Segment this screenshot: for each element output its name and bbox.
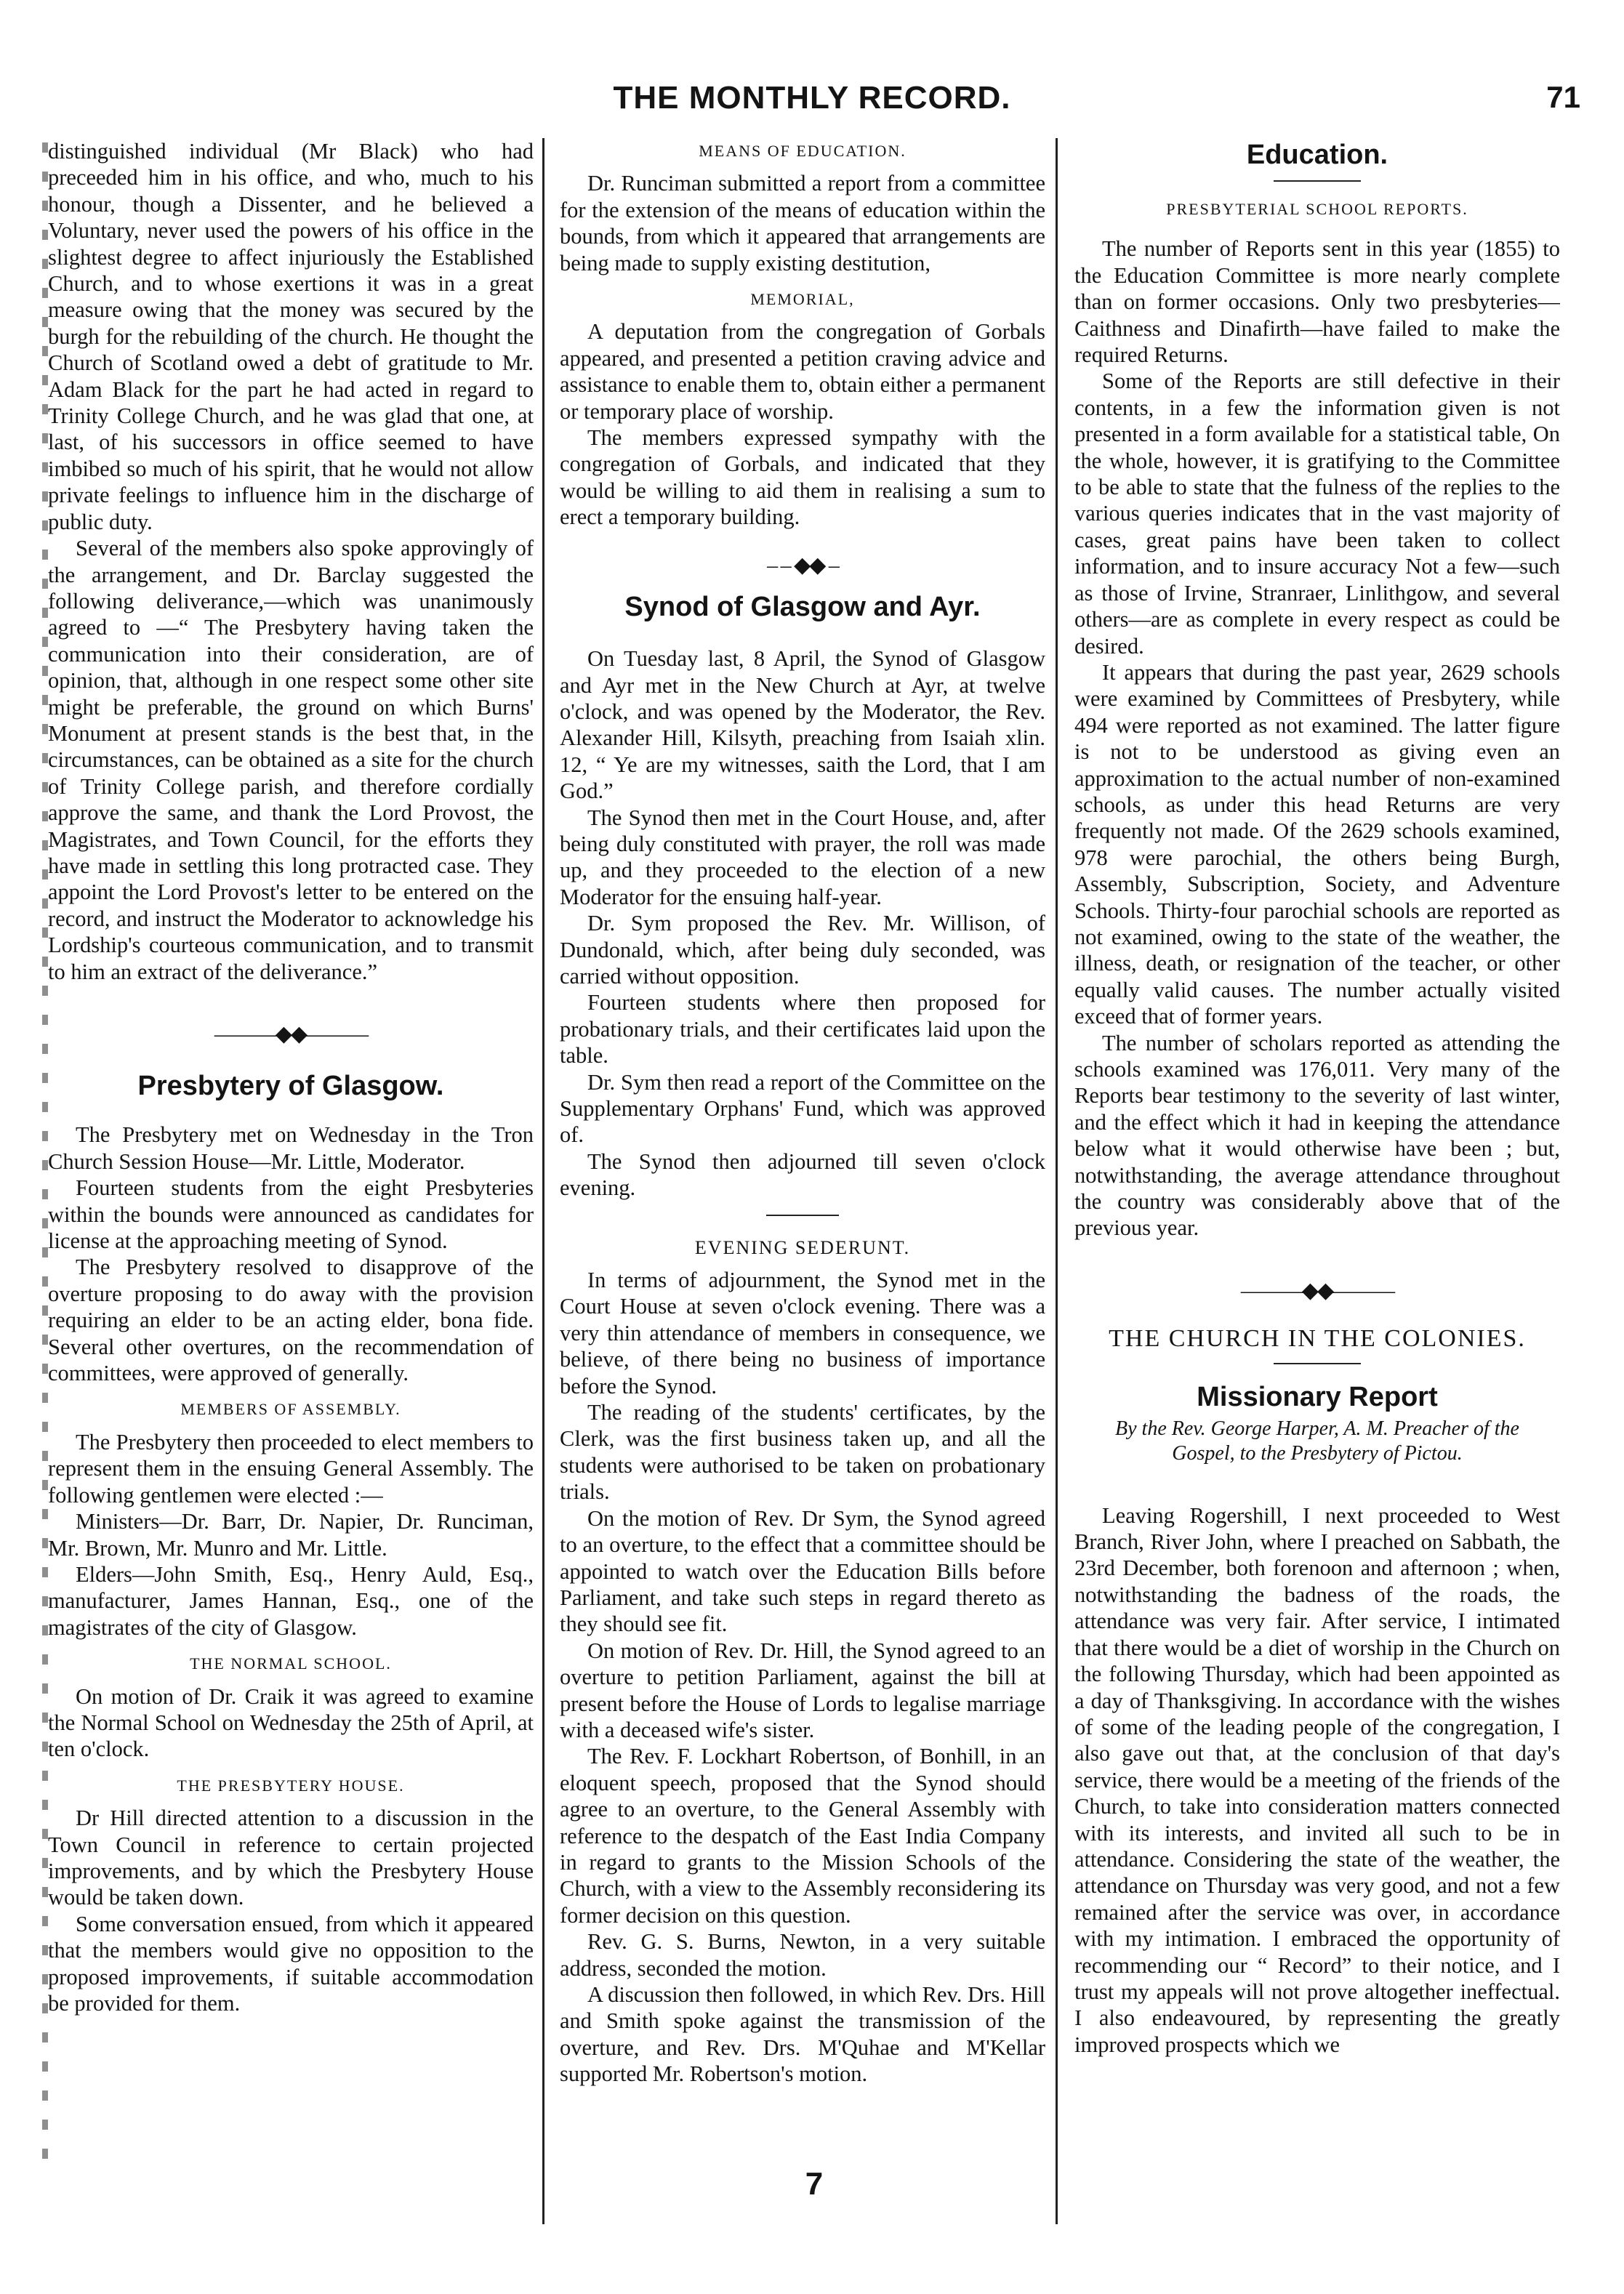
paragraph: In terms of adjournment, the Synod met in the Court House at seven o'clock evening. There was a very thin attendance of members in consequence, we believe, of there being no business of importance before the Synod. — [560, 1268, 1045, 1398]
paragraph: On the motion of Rev. Dr Sym, the Synod agreed to an overture, to the effect that a committee should be appointed to watch over the Education Bills before Parliament, and take such steps in regard thereto as they should see fit. — [560, 1505, 1045, 1637]
page-number: 71 — [1546, 80, 1580, 114]
paragraph: Fourteen students where then proposed for probationary trials, and their certificates laid upon the table. — [560, 990, 1045, 1068]
paragraph: On motion of Rev. Dr. Hill, the Synod agreed to an overture to petition Parliament, against the bill at present before the House of Lords to legalise marriage with a deceased wife's sister. — [560, 1638, 1045, 1742]
heading-education: Education. — [1246, 140, 1388, 170]
binding-edge-shadow — [42, 142, 48, 2170]
paragraph: distinguished individual (Mr Black) who had preceeded him in his office, and who, much to his honour, though a Dissenter, and he believed a Voluntary, never used the powers of his office in the slightest degree to affect injuriously the Established Church, and to whose exertions it was in a great measure owing that the money was secured by the burgh for the rebuilding of the church. He thought the Church of Scotland owed a debt of gratitude to Mr. Adam Black for the part he had acted in regard to Trinity College Church, and he was glad that one, at last, of his successors in office seemed to have imbibed so much of his spirit, that he would not allow private feelings to influence him in the discharge of public duty. — [48, 139, 534, 534]
short-rule — [1274, 1363, 1361, 1364]
paragraph: Rev. G. S. Burns, Newton, in a very suitable address, seconded the motion. — [560, 1929, 1045, 1981]
short-rule — [1274, 180, 1361, 182]
journal-title: THE MONTHLY RECORD. — [613, 80, 1011, 116]
paragraph: It appears that during the past year, 2629 schools were examined by Committees of Presbytery, while 494 were reported as not examined. The latter figure is not to be understood as giving even an approximation to the actual number of non-examined schools, as under this head Returns are very frequently not made. Of the 2629 schools examined, 978 were parochial, the others being Burgh, Assembly, Subscription, Society, and Adventure Schools. Thirty-four parochial schools are reported as not examined, owing to the state of the weather, the illness, death, or resignation of the teacher, or other equally valid causes. The number actually visited exceed that of former years. — [1074, 659, 1560, 1029]
page-header — [44, 80, 1580, 124]
paragraph: The Presbytery then proceeded to elect members to represent them in the ensuing General Assembly. The following gentlemen were elected :— — [48, 1429, 534, 1508]
paragraph: The number of Reports sent in this year (1855) to the Education Committee is more nearly complete than on former occasions. Only two presbyteries—Caithness and Dinafirth—have failed to make the required Returns. — [1074, 236, 1560, 368]
subheading-presbytery-house: THE PRESBYTERY HOUSE. — [177, 1776, 405, 1795]
subheading-means-of-education: MEANS OF EDUCATION. — [699, 142, 907, 160]
paragraph: A deputation from the congregation of Gorbals appeared, and presented a petition craving advice and assistance to enable them to, obtain either a permanent or temporary place of worship. — [560, 319, 1045, 424]
signature-mark: 7 — [805, 2166, 824, 2202]
paragraph: A discussion then followed, in which Rev. Drs. Hill and Smith spoke against the transmission of the overture, and Rev. Drs. M'Quhae and M'Kellar supported Mr. Robertson's motion. — [560, 1982, 1045, 2087]
paragraph: The Synod then adjourned till seven o'clock evening. — [560, 1148, 1045, 1201]
paragraph: Leaving Rogershill, I next proceeded to West Branch, River John, where I preached on Sabbath, the 23rd December, both forenoon and afternoon ; when, notwithstanding the badness of the roads, the attendance was very fair. After service, I intimated that there would be a diet of worship in the Church on the following Thursday, which had been appointed as a day of Thanksgiving. In accordance with the wishes of some of the leading people of the congregation, I also gave out that, at the conclusion of that day's service, there would be a meeting of the friends of the Church, to take into consideration matters connected with its interests, and invited all such to be in attendance. Considering the state of the weather, the attendance on Thursday was very good, and not a few remained after the service was over, in accordance with my intimation. I embraced the opportunity of recommending our “ Record” to their notice, and I trust my appeals will not prove altogether ineffectual. I also endeavoured, by representing the greatly improved prospects which we — [1074, 1502, 1560, 2057]
paragraph: Several of the members also spoke approvingly of the arrangement, and Dr. Barclay suggested the following deliverance,—which was unanimously agreed to —“ The Presbytery having taken the communication into their consideration, are of opinion, that, although in one respect some other site might be preferable, the ground on which Burns' Monument at present stands is the best that, in the circumstances, can be obtained as a site for the church of Trinity College parish, and therefore cordially approve the same, and thank the Lord Provost, the Magistrates, and Town Council, for the efforts they have made in settling this long protracted case. They appoint the Lord Provost's letter to be entered on the record, and instruct the Moderator to acknowledge his Lordship's courteous communication, and to transmit to him an extract of the deliverance.” — [48, 536, 534, 984]
paragraph: The Synod then met in the Court House, and, after being duly constituted with prayer, the roll was made up, and they proceeded to the election of a new Moderator for the ensuing half-year. — [560, 805, 1045, 909]
paragraph: Dr Hill directed attention to a discussion in the Town Council in reference to certain projected improvements, and by which the Presbytery House would be taken down. — [48, 1806, 534, 1910]
paragraph: The reading of the students' certificates, by the Clerk, was the first business taken up, and all the students were authorised to be taken on probationary trials. — [560, 1400, 1045, 1505]
paragraph: On motion of Dr. Craik it was agreed to examine the Normal School on Wednesday the 25th of April, at ten o'clock. — [48, 1683, 534, 1762]
byline: By the Rev. George Harper, A. M. Preacher of the Gospel, to the Presbytery of Pictou. — [1115, 1417, 1519, 1465]
heading-presbytery-of-glasgow: Presbytery of Glasgow. — [137, 1071, 444, 1102]
column-3 — [1074, 138, 1560, 2166]
paragraph: Elders—John Smith, Esq., Henry Auld, Esq., manufacturer, James Hannan, Esq., one of the magistrates of the city of Glasgow. — [48, 1561, 534, 1640]
column-2 — [560, 138, 1045, 2166]
paragraph: Fourteen students from the eight Presbyteries within the bounds were announced as candidates for license at the approaching meeting of Synod. — [48, 1175, 534, 1254]
subheading-memorial: MEMORIAL, — [750, 290, 855, 309]
paragraph: The Presbytery resolved to disapprove of the overture proposing to do away with the provision requiring an elder to be an acting elder, bona fide. Several other overtures, on the recommendation of committees, were approved of generally. — [48, 1255, 534, 1386]
paragraph: The members expressed sympathy with the congregation of Gorbals, and indicated that they would be willing to aid them in realising a sum to erect a temporary building. — [560, 425, 1045, 530]
paragraph: Ministers—Dr. Barr, Dr. Napier, Dr. Runciman, Mr. Brown, Mr. Munro and Mr. Little. — [48, 1509, 534, 1561]
short-rule — [766, 1215, 839, 1216]
text-columns — [48, 138, 1580, 2166]
paragraph: Dr. Sym proposed the Rev. Mr. Willison, of Dundonald, which, after being duly seconded, was carried without opposition. — [560, 911, 1045, 989]
heading-missionary-report: Missionary Report — [1197, 1381, 1438, 1412]
paragraph: Dr. Runciman submitted a report from a committee for the extension of the means of education within the bounds, from which it appeared that arrangements are being made to supply existing destitution, — [560, 171, 1045, 275]
paragraph: The number of scholars reported as attending the schools examined was 176,011. Very many of the Reports bear testimony to the severity of last winter, and the effect which it had in keeping the attendance below what it would otherwise have been ; but, notwithstanding, the average attendance throughout the country was considerably above that of the previous year. — [1074, 1030, 1560, 1241]
paragraph: The Rev. F. Lockhart Robertson, of Bonhill, in an eloquent speech, proposed that the Synod should agree to an overture, to the General Assembly with reference to the despatch of the East India Company in regard to grants to the Mission Schools of the Church, with a view to the Assembly reconsidering its former decision on this question. — [560, 1744, 1045, 1928]
ornament-divider: ———◆◆——— — [214, 1022, 368, 1046]
subheading-evening-sederunt: EVENING SEDERUNT. — [694, 1236, 911, 1258]
column-1 — [48, 138, 534, 2166]
ornament-divider: – – ◆◆ – — [767, 552, 838, 577]
subheading-members-of-assembly: MEMBERS OF ASSEMBLY. — [180, 1400, 401, 1419]
paragraph: The Presbytery met on Wednesday in the Tron Church Session House—Mr. Little, Moderator. — [48, 1122, 534, 1174]
subheading-normal-school: THE NORMAL SCHOOL. — [190, 1654, 392, 1673]
paragraph: Some conversation ensued, from which it appeared that the members would give no opposition to the proposed improvements, if suitable accommodation be provided for them. — [48, 1911, 534, 2016]
paragraph: Some of the Reports are still defective in their contents, in a few the information given is not presented in a form available for a statistical table, On the whole, however, it is gratifying to the Committee to be able to state that the fulness of the replies to the various queries indicates that in the vast majority of cases, great pains have been taken to collect information, and to insure accuracy Not a few—such as those of Irvine, Stranraer, Linlithgow, and several others—are as complete in every respect as could be desired. — [1074, 369, 1560, 659]
heading-church-in-the-colonies: THE CHURCH IN THE COLONIES. — [1109, 1325, 1526, 1353]
ornament-divider: ———◆◆——— — [1240, 1278, 1394, 1303]
heading-synod-of-glasgow-and-ayr: Synod of Glasgow and Ayr. — [624, 592, 981, 623]
subheading-presbyterial-school-reports: PRESBYTERIAL SCHOOL REPORTS. — [1166, 200, 1468, 218]
paragraph: On Tuesday last, 8 April, the Synod of Glasgow and Ayr met in the New Church at Ayr, at twelve o'clock, and was opened by the Moderator, the Rev. Alexander Hill, Kilsyth, preaching from Isaiah xlin. 12, “ Ye are my witnesses, saith the Lord, that I am God.” — [560, 646, 1045, 804]
paragraph: Dr. Sym then read a report of the Committee on the Supplementary Orphans' Fund, which was approved of. — [560, 1069, 1045, 1148]
